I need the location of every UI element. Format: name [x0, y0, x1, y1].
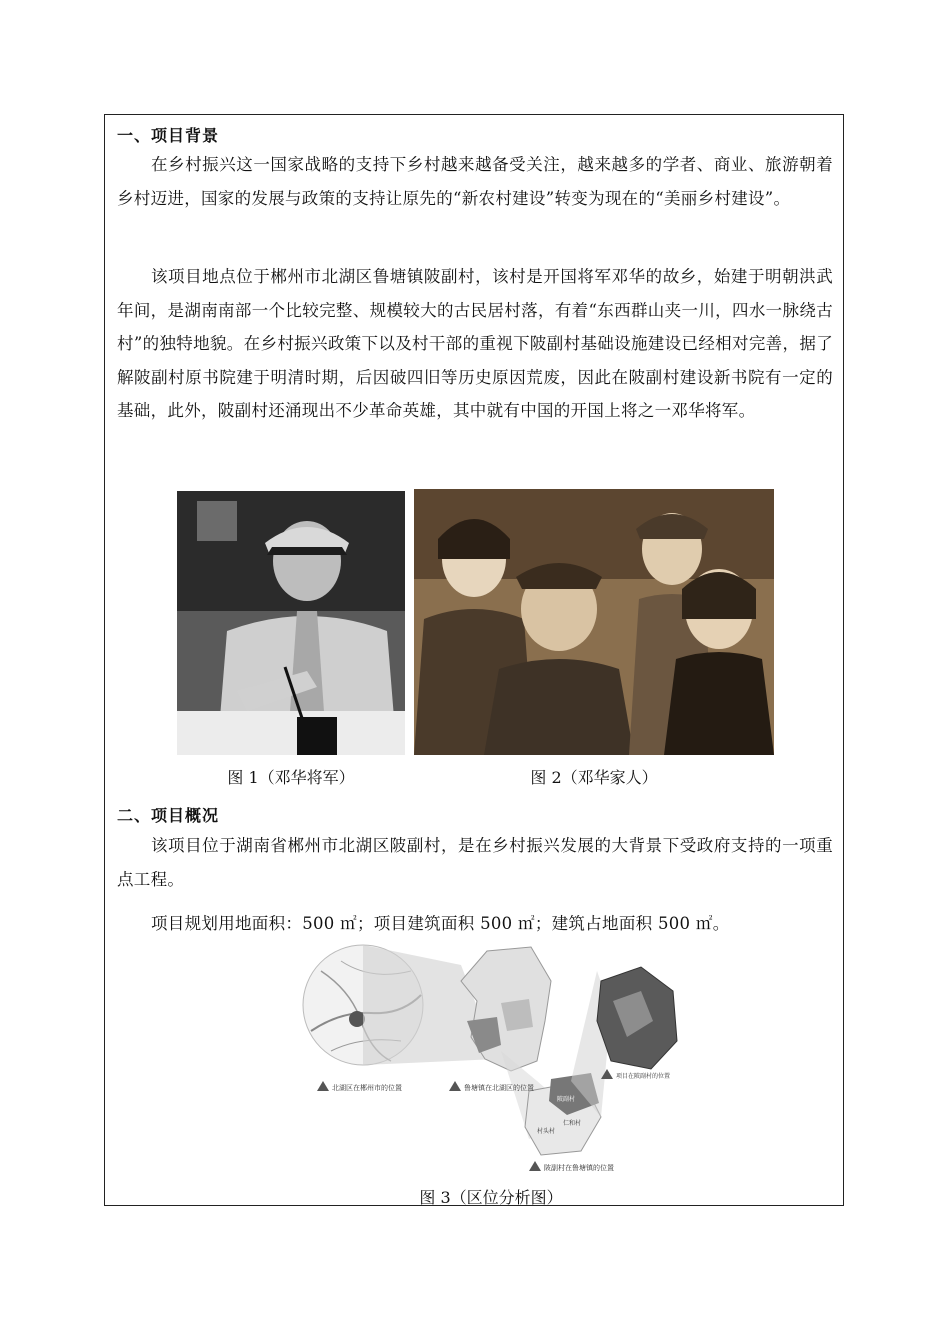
photo-deng-hua-family	[414, 489, 774, 755]
map-label-1: 北湖区在郴州市的位置	[332, 1084, 402, 1092]
location-analysis-map	[301, 941, 681, 1183]
caption-figure-2: 图 2（邓华家人）	[530, 768, 658, 787]
document-frame	[104, 114, 844, 1206]
paragraph-background-1: 在乡村振兴这一国家战略的支持下乡村越来越备受关注，越来越多的学者、商业、旅游朝着乡村迈进，国家的发展与政策的支持让原先的“新农村建设”转变为现在的“美丽乡村建设”。	[117, 155, 833, 208]
map-label-2: 鲁塘镇在北湖区的位置	[464, 1084, 534, 1092]
photo-general-deng-hua	[177, 491, 405, 755]
map-village-b: 仁和村	[563, 1120, 582, 1127]
map-village-c: 陂副村	[557, 1096, 576, 1103]
paragraph-overview-1: 该项目位于湖南省郴州市北湖区陂副村，是在乡村振兴发展的大背景下受政府支持的一项重点工程。	[117, 836, 833, 889]
paragraph-overview-area: 项目规划用地面积：500 ㎡；项目建筑面积 500 ㎡；建筑占地面积 500 ㎡。	[151, 914, 730, 933]
caption-figure-3: 图 3（区位分析图）	[419, 1188, 563, 1207]
map-village-a: 村头村	[537, 1128, 556, 1135]
caption-figure-1: 图 1（邓华将军）	[227, 768, 355, 787]
paragraph-background-2: 该项目地点位于郴州市北湖区鲁塘镇陂副村，该村是开国将军邓华的故乡，始建于明朝洪武年间，是湖南南部一个比较完整、规模较大的古民居村落，有着“东西群山夹一川，四水一脉绕古村”的独特地貌。在乡村振兴政策下以及村干部的重视下陂副村基础设施建设已经相对完善，据了解陂副村原书院建于明清时期，后因破四旧等历史原因荒废，因此在陂副村建设新书院有一定的基础，此外，陂副村还涌现出不少革命英雄，其中就有中国的开国上将之一邓华将军。	[117, 267, 833, 420]
map-label-3: 项目在陂副村的位置	[616, 1073, 671, 1080]
section-heading-overview: 二、项目概况	[117, 806, 220, 825]
map-label-4: 陂副村在鲁塘镇的位置	[544, 1164, 614, 1172]
section-heading-background: 一、项目背景	[117, 126, 220, 145]
